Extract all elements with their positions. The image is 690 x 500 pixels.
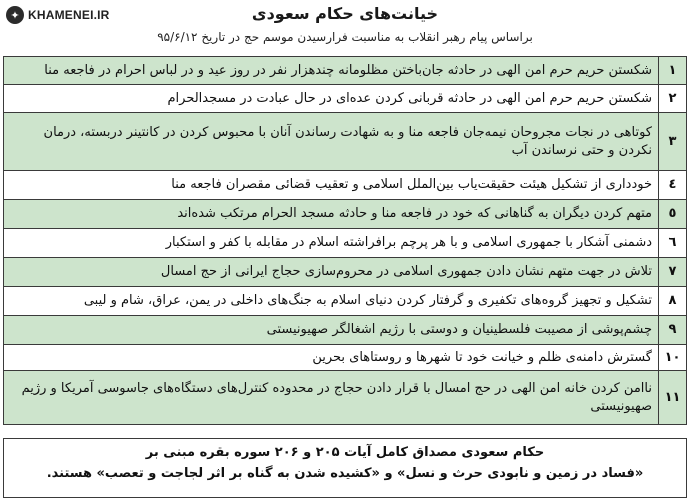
row-text: دشمنی آشکار با جمهوری اسلامی و با هر پرچم برافراشته اسلام در مقابله با کفر و استکبار [4,229,659,258]
page-subtitle: براساس پیام رهبر انقلاب به مناسبت فرارسیدن موسم حج در تاریخ ۹۵/۶/۱۲ [157,30,533,44]
conclusion-line-2: «فساد در زمین و نابودی حرث و نسل» و «کشیده شدن به گناه بر اثر لجاجت و تعصب» هستند. [46,466,644,481]
betrayals-table [3,56,687,425]
row-number: ۲ [659,85,687,113]
row-number: ۱۱ [659,371,687,425]
emblem-icon: ✦ [6,6,24,24]
table-row [4,200,687,229]
table-row [4,316,687,345]
row-text: تلاش در جهت متهم نشان دادن جمهوری اسلامی در محروم‌سازی حجاج ایرانی از حج امسال [4,258,659,287]
row-number: ۳ [659,113,687,171]
row-text: گسترش دامنه‌ی ظلم و خیانت خود تا شهرها و روستاهای بحرین [4,345,659,371]
table-row [4,113,687,171]
conclusion-box [3,438,687,498]
row-text: خودداری از تشکیل هیئت حقیقت‌یاب بین‌الملل اسلامی و تعقیب قضائی مقصران فاجعه منا [4,171,659,200]
table-row [4,371,687,425]
row-text: متهم کردن دیگران به گناهانی که خود در فاجعه منا و حادثه مسجد الحرام مرتکب شده‌اند [4,200,659,229]
conclusion-line-1: حکام سعودی مصداق کامل آیات ۲۰۵ و ۲۰۶ سوره بقره مبنی بر [145,445,545,460]
table-row [4,345,687,371]
row-text: شکستن حریم حرم امن الهی در حادثه جان‌باختن مظلومانه چندهزار نفر در روز عید و در لباس احرام در فاجعه منا [4,57,659,85]
row-text: تشکیل و تجهیز گروه‌های تکفیری و گرفتار کردن دنیای اسلام به جنگ‌های داخلی در یمن، عراق، شام و لیبی [4,287,659,316]
row-number: ۸ [659,287,687,316]
table-row [4,287,687,316]
logo-text: KHAMENEI.IR [28,8,110,22]
table-row [4,229,687,258]
row-number: ۱ [659,57,687,85]
table-row [4,57,687,85]
row-number: ٤ [659,171,687,200]
table-row [4,258,687,287]
row-text: ناامن کردن خانه امن الهی در حج امسال با قرار دادن حجاج در محدوده کنترل‌های دستگاه‌های جاسوسی آمریکا و رژیم صهیونیستی [4,371,659,425]
row-number: ٥ [659,200,687,229]
table-row [4,171,687,200]
row-number: ۱۰ [659,345,687,371]
site-logo[interactable] [6,6,110,24]
row-number: ٦ [659,229,687,258]
header [0,0,690,52]
row-text: کوتاهی در نجات مجروحان نیمه‌جان فاجعه منا و به شهادت رساندن آنان با محبوس کردن در کانتینر دربسته، درمان نکردن و حتی نرساندن آب [4,113,659,171]
table-row [4,85,687,113]
page-title: خیانت‌های حکام سعودی [251,4,439,23]
row-text: شکستن حریم حرم امن الهی در حادثه قربانی کردن عده‌ای در حال عبادت در مسجدالحرام [4,85,659,113]
row-number: ۹ [659,316,687,345]
row-number: ۷ [659,258,687,287]
row-text: چشم‌پوشی از مصیبت فلسطینیان و دوستی با رژیم اشغالگر صهیونیستی [4,316,659,345]
